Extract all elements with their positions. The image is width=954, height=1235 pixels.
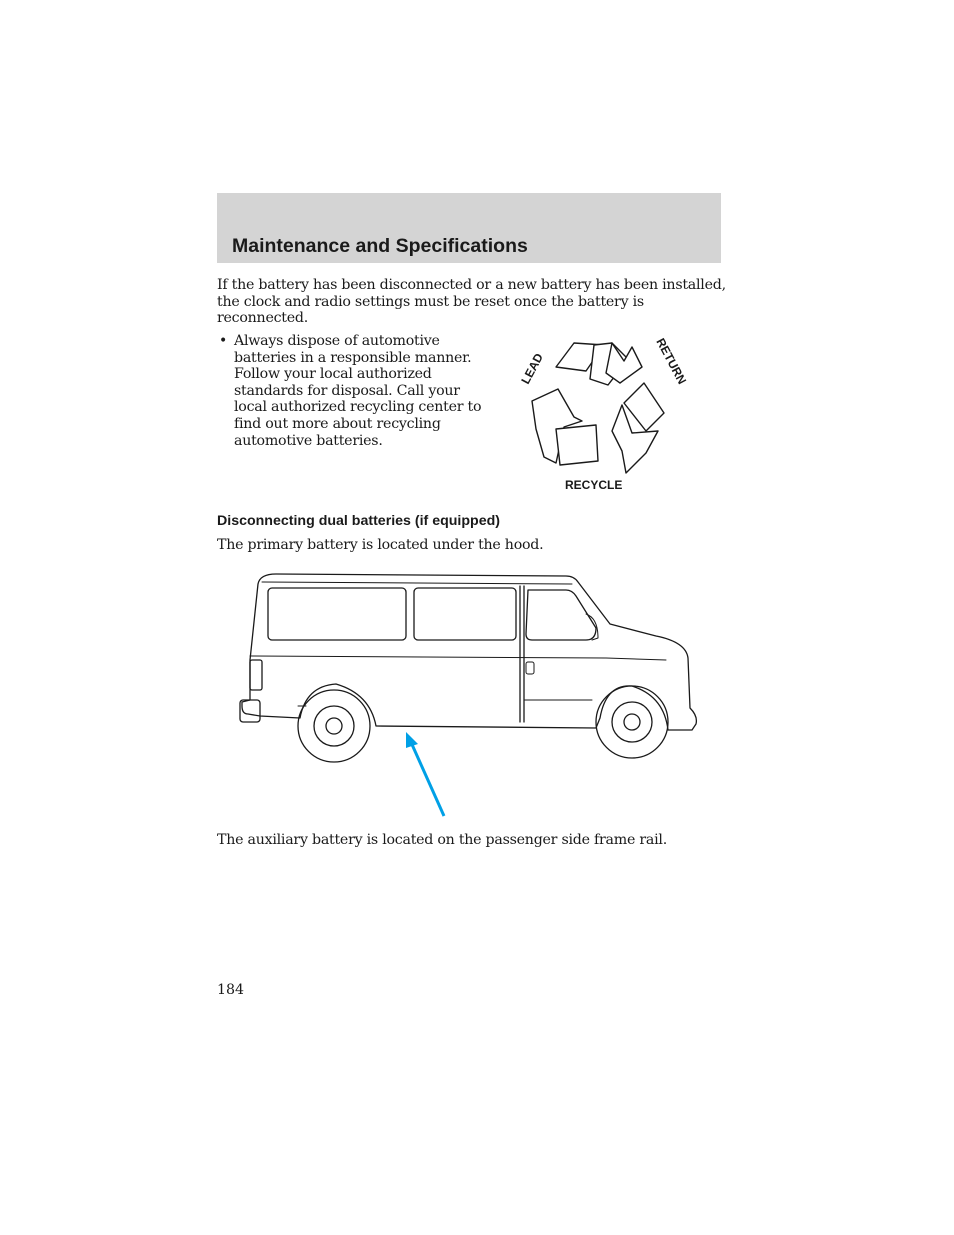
auxiliary-battery-arrow bbox=[406, 732, 444, 816]
recycle-arrow-left bbox=[532, 389, 598, 465]
dual-batteries-heading: Disconnecting dual batteries (if equipped) bbox=[217, 513, 500, 529]
intro-paragraph: If the battery has been disconnected or a new battery has been installed, the clock and radio settings must be reset once the battery is reconnected. bbox=[217, 277, 726, 327]
van-window-middle bbox=[414, 588, 516, 640]
van-front-wheel bbox=[596, 686, 668, 758]
recycle-arrow-top bbox=[556, 343, 642, 385]
van-rear-wheel bbox=[298, 690, 370, 762]
page-title: Maintenance and Specifications bbox=[232, 235, 528, 257]
recycle-label-recycle: RECYCLE bbox=[565, 478, 623, 492]
van-side-illustration bbox=[236, 568, 706, 818]
van-window-rear bbox=[268, 588, 406, 640]
recycle-symbol-illustration bbox=[508, 333, 698, 495]
van-window-front bbox=[526, 590, 596, 640]
recycle-label-lead: LEAD bbox=[518, 350, 546, 387]
recycle-label-return: RETURN bbox=[653, 335, 690, 387]
auxiliary-battery-text: The auxiliary battery is located on the passenger side frame rail. bbox=[217, 832, 667, 848]
van-body-outline bbox=[242, 574, 696, 730]
primary-battery-text: The primary battery is located under the hood. bbox=[217, 537, 544, 553]
bullet-marker: • bbox=[219, 333, 228, 349]
page-number: 184 bbox=[217, 982, 245, 998]
bullet-text: Always dispose of automotive batteries in a responsible manner. Follow your local authorized standards for disposal. Call your local authorized recycling center to find out more about recycling automotive batteries. bbox=[234, 333, 482, 449]
recycle-arrow-right bbox=[612, 383, 664, 473]
section-header bbox=[217, 193, 721, 263]
